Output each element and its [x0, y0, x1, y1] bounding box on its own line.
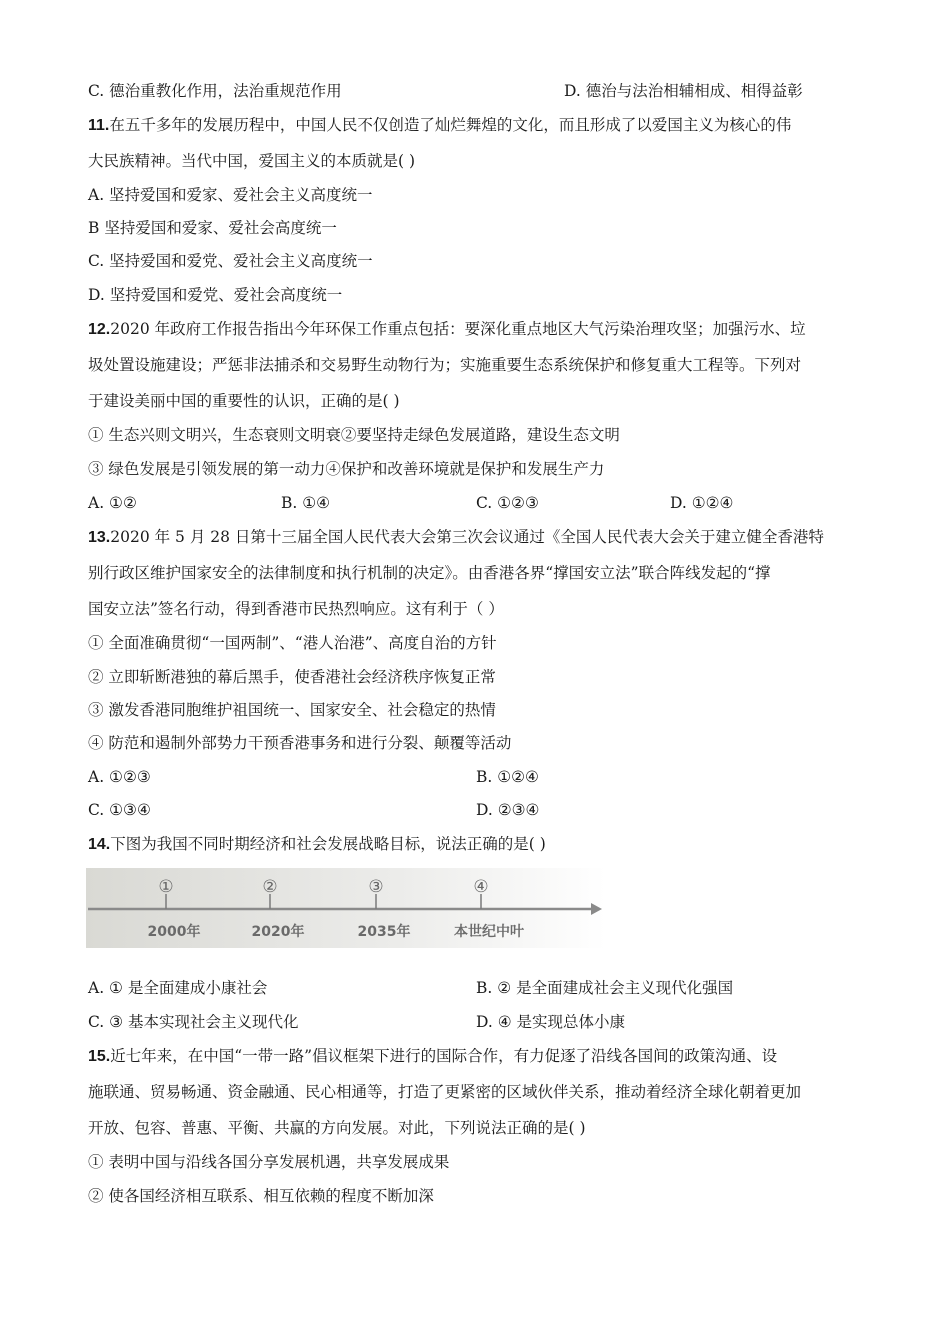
q12-stem-text: 2020 年政府工作报告指出今年环保工作重点包括：要深化重点地区大气污染治理攻坚；加强污水、垃: [110, 320, 806, 338]
q11-stem-line2: 大民族精神。当代中国，爱国主义的本质就是( ): [88, 152, 416, 170]
q11-option-a: A. 坚持爱国和爱家、爱社会主义高度统一: [88, 186, 373, 204]
q14-option-a: A. ① 是全面建成小康社会: [88, 979, 268, 997]
q11-option-b: B 坚持爱国和爱家、爱社会高度统一: [88, 219, 337, 237]
q12-option-a: A. ①②: [88, 494, 137, 512]
q12-number: 12.: [88, 321, 111, 338]
q12-option-b: B. ①④: [281, 494, 331, 512]
q12-stem-line3: 于建设美丽中国的重要性的认识，正确的是( ): [88, 392, 400, 410]
q11-stem-line1: [88, 114, 791, 137]
timeline-label-2: 2020年: [251, 924, 305, 940]
q14-option-b: B. ② 是全面建成社会主义现代化强国: [476, 979, 734, 997]
q15-stem-text: 近七年来，在中国“一带一路”倡议框架下进行的国际合作，有力促逐了沿线各国间的政策沟通、设: [110, 1047, 778, 1065]
q10-option-c: C. 德治重教化作用，法治重规范作用: [88, 82, 342, 100]
q14-options-row-1: [88, 977, 734, 999]
q11-option-c: C. 坚持爱国和爱党、爱社会主义高度统一: [88, 252, 373, 270]
q13-stem-line1: [88, 526, 824, 549]
q13-item-4: ④ 防范和遏制外部势力干预香港事务和进行分裂、颠覆等活动: [88, 734, 512, 752]
q15-stem-line2: 施联通、贸易畅通、资金融通、民心相通等，打造了更紧密的区域伙伴关系，推动着经济全球化朝着更加: [88, 1083, 802, 1101]
q15-stem-line1: [88, 1045, 777, 1068]
q15-stem-line3: 开放、包容、普惠、平衡、共赢的方向发展。对此，下列说法正确的是( ): [88, 1119, 586, 1137]
timeline-label-4: 本世纪中叶: [454, 924, 524, 940]
timeline-marker-1: ①: [158, 877, 174, 897]
q13-number: 13.: [88, 529, 111, 546]
q11-number: 11.: [88, 117, 110, 134]
q14-timeline-figure: [86, 868, 606, 950]
q15-number: 15.: [88, 1048, 111, 1065]
q12-stem-line2: 圾处置设施建设；严惩非法捕杀和交易野生动物行为；实施重要生态系统保护和修复重大工程等。下列对: [88, 356, 802, 374]
q13-option-c: C. ①③④: [88, 801, 151, 819]
q13-item-3: ③ 激发香港同胞维护祖国统一、国家安全、社会稳定的热情: [88, 701, 496, 719]
timeline-label-1: 2000年: [147, 924, 201, 940]
timeline-marker-2: ②: [262, 877, 278, 897]
q13-option-a: A. ①②③: [88, 768, 151, 786]
q13-stem-line2: 别行政区维护国家安全的法律制度和执行机制的决定》。由香港各界“撑国安立法”联合阵线发起的“撑: [88, 564, 771, 582]
q15-item-1: ① 表明中国与沿线各国分享发展机遇，共享发展成果: [88, 1153, 450, 1171]
q10-options-row: [88, 80, 803, 102]
q13-stem-text: 2020 年 5 月 28 日第十三届全国人民代表大会第三次会议通过《全国人民代表大会关于建立健全香港特: [110, 528, 824, 546]
q14-option-d: D. ④ 是实现总体小康: [476, 1013, 626, 1031]
q15-item-2: ② 使各国经济相互联系、相互依赖的程度不断加深: [88, 1187, 434, 1205]
timeline-marker-4: ④: [473, 877, 489, 897]
q14-options-row-2: [88, 1011, 626, 1033]
q14-stem: [88, 833, 546, 856]
q13-options-row-1: [88, 766, 539, 788]
q13-item-1: ① 全面准确贯彻“一国两制”、“港人治港”、高度自治的方针: [88, 634, 497, 652]
q12-option-d: D. ①②④: [670, 494, 734, 512]
timeline-label-3: 2035年: [357, 924, 411, 940]
q13-option-d: D. ②③④: [476, 801, 540, 819]
q13-options-row-2: [88, 799, 540, 821]
q13-stem-line3: 国安立法”签名行动，得到香港市民热烈响应。这有利于（ ）: [88, 600, 504, 618]
q12-items-1-2: ① 生态兴则文明兴，生态衰则文明衰②要坚持走绿色发展道路，建设生态文明: [88, 426, 620, 444]
q14-option-c: C. ③ 基本实现社会主义现代化: [88, 1013, 299, 1031]
q13-option-b: B. ①②④: [476, 768, 539, 786]
q13-item-2: ② 立即斩断港独的幕后黑手，使香港社会经济秩序恢复正常: [88, 668, 496, 686]
q12-stem-line1: [88, 318, 806, 341]
q10-option-d: D. 德治与法治相辅相成、相得益彰: [564, 82, 803, 100]
q14-stem-text: 下图为我国不同时期经济和社会发展战略目标，说法正确的是( ): [110, 835, 546, 853]
timeline-marker-3: ③: [368, 877, 384, 897]
q12-option-c: C. ①②③: [476, 494, 539, 512]
q14-number: 14.: [88, 836, 111, 853]
q12-items-3-4: ③ 绿色发展是引领发展的第一动力④保护和改善环境就是保护和发展生产力: [88, 460, 605, 478]
q11-option-d: D. 坚持爱国和爱党、爱社会高度统一: [88, 286, 343, 304]
q11-stem-text: 在五千多年的发展历程中，中国人民不仅创造了灿烂舞煌的文化，而且形成了以爱国主义为核心的伟: [109, 116, 792, 134]
